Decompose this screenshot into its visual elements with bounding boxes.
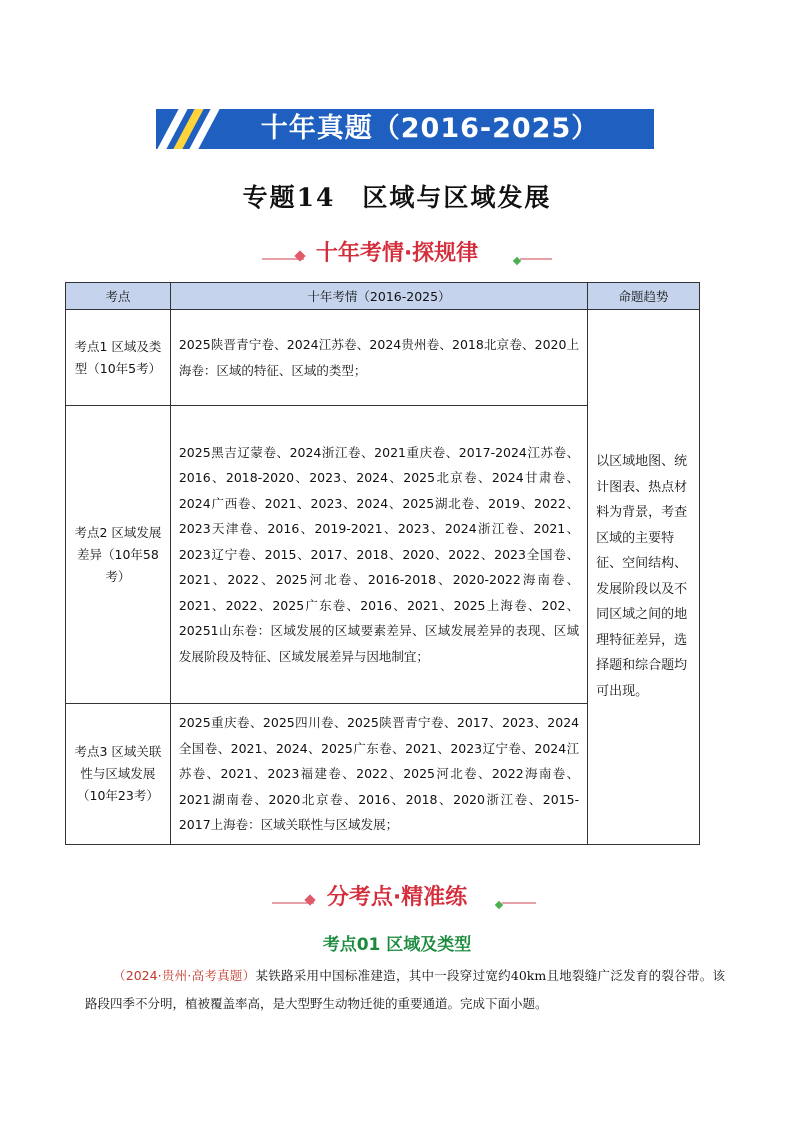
- banner-stripes-decoration: [156, 109, 226, 149]
- kaoqing-cell: 2025黑吉辽蒙卷、2024浙江卷、2021重庆卷、2017-2024江苏卷、2016、2018-2020、2023、2024、2025北京卷、2024甘肃卷、2024广西卷、2021、2023、2024、2025湖北卷、2019、2022、2023天津卷、2016、2019-2021、2023、2024浙江卷、2021、2023辽宁卷、2015、2017、2018、2020、2022、2023全国卷、2021、2022、2025河北卷、2016-2018、2020-2022海南卷、2021、2022、2025广东卷、2016、2021、2025上海卷、202、20251山东卷：区域发展的区域要素差异、区域发展差异的表现、区域发展阶段及特征、区域发展差异与因地制宜；: [170, 406, 587, 704]
- question-source: （2024·贵州·高考真题）: [113, 968, 256, 983]
- exam-table: [65, 282, 700, 845]
- kaodian-cell: 考点2 区域发展差异（10年58考）: [66, 406, 171, 704]
- section-title: 十年考情·探规律: [315, 241, 479, 266]
- header-kaoqing: 十年考情（2016-2025）: [170, 283, 587, 310]
- section-header-1: [0, 236, 794, 266]
- table-row: [66, 310, 700, 406]
- header-kaodian: 考点: [66, 283, 171, 310]
- section-header-2: [0, 880, 794, 910]
- topic-title: 专题14 区域与区域发展: [242, 183, 552, 212]
- question-text: 某铁路采用中国标准建造，其中一段穿过宽约40km且地裂缝广泛发育的裂谷带。该路段四季不分明，植被覆盖率高，是大型野生动物迁徙的重要通道。完成下面小题。: [85, 968, 725, 1011]
- question-stem: [85, 962, 725, 1018]
- kaodian-cell: 考点1 区域及类型（10年5考）: [66, 310, 171, 406]
- banner-title: 十年真题（2016-2025）: [260, 113, 600, 144]
- kaoqing-cell: 2025陕晋青宁卷、2024江苏卷、2024贵州卷、2018北京卷、2020上海卷：区域的特征、区域的类型；: [170, 310, 587, 406]
- header-trend: 命题趋势: [588, 283, 700, 310]
- divider-right: [520, 258, 552, 260]
- table-header-row: [66, 283, 700, 310]
- trend-cell: 以区域地图、统计图表、热点材料为背景，考查区域的主要特征、空间结构、发展阶段以及不同区域之间的地理特征差异，选择题和综合题均可出现。: [588, 310, 700, 845]
- divider-right: [502, 902, 536, 904]
- kaoqing-cell: 2025重庆卷、2025四川卷、2025陕晋青宁卷、2017、2023、2024全国卷、2021、2024、2025广东卷、2021、2023辽宁卷、2024江苏卷、2021、2023福建卷、2022、2025河北卷、2022海南卷、2021湖南卷、2020北京卷、2016、2018、2020浙江卷、2015-2017上海卷：区域关联性与区域发展；: [170, 704, 587, 845]
- section-title: 分考点·精准练: [326, 885, 468, 910]
- title-banner: [156, 109, 654, 149]
- subsection-title: 考点01 区域及类型: [322, 935, 472, 955]
- kaodian-cell: 考点3 区域关联性与区域发展（10年23考）: [66, 704, 171, 845]
